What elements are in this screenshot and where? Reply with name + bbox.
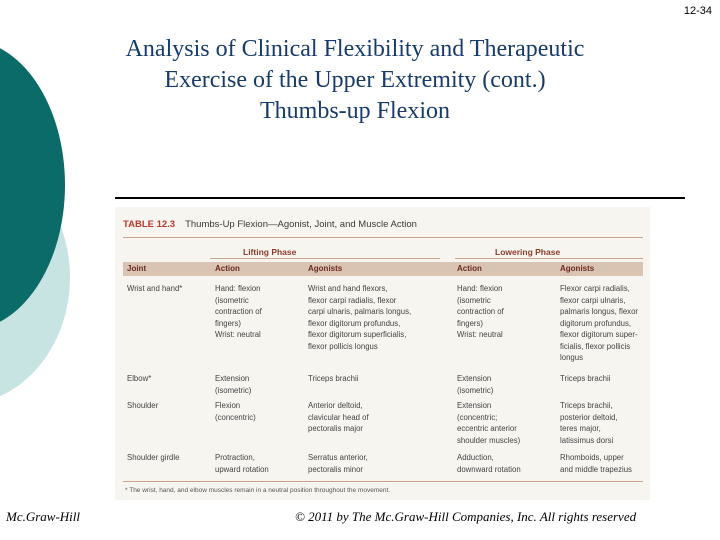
title-line-1: Analysis of Clinical Flexibility and Therapeutic [125,36,585,62]
table-footnote: * The wrist, hand, and elbow muscles remain in a neutral position throughout the movement. [125,487,391,494]
caption-rule [123,237,643,238]
header-joint: Joint [127,264,147,273]
row4-lift-action: Protraction, upward rotation [215,453,269,474]
slide-number: 12-34 [683,5,712,17]
table-bottom-rule [123,481,643,482]
header-lift-agonists: Agonists [308,264,343,273]
lifting-phase-label: Lifting Phase [243,247,297,257]
row4-joint: Shoulder girdle [127,453,180,462]
header-lower-action: Action [457,264,482,273]
header-lower-agonists: Agonists [560,264,595,273]
table-number: TABLE 12.3 [123,219,176,230]
row3-joint: Shoulder [127,401,159,410]
row4-lower-action: Adduction, downward rotation [457,453,521,474]
row1-lower-action: Hand: flexion (isometric contraction of fingers) Wrist: neutral [457,284,504,339]
row1-lower-agonists: Flexor carpi radialis, flexor carpi ulnaris, palmaris longus, flexor digitorum profundus, flexor digitorum super- ficialis, flexor pollicis longus [560,284,639,362]
slide-title [70,34,640,127]
lowering-phase-rule [455,258,643,259]
row2-lift-action: Extension (isometric) [215,374,252,395]
row3-lower-action: Extension (concentric; eccentric anterior shoulder muscles) [457,401,521,445]
copyright-footer: © 2011 by The Mc.Graw-Hill Companies, Inc. All rights reserved [295,509,637,524]
row3-lift-action: Flexion (concentric) [215,401,256,422]
row4-lower-agonists: Rhomboids, upper and middle trapezius [560,453,632,474]
lifting-phase-rule [210,258,440,259]
table-caption-text: Thumbs-Up Flexion—Agonist, Joint, and Muscle Action [185,219,417,230]
title-line-3: Thumbs-up Flexion [260,98,450,124]
title-line-2: Exercise of the Upper Extremity (cont.) [164,67,546,93]
row2-lower-agonists: Triceps brachii [560,374,611,383]
table-caption [123,219,643,235]
row2-joint: Elbow* [127,374,152,383]
row2-lift-agonists: Triceps brachii [308,374,359,383]
row2-lower-action: Extension (isometric) [457,374,494,395]
row1-joint: Wrist and hand* [127,284,183,293]
row3-lift-agonists: Anterior deltoid, clavicular head of pectoralis major [308,401,369,433]
lowering-phase-label: Lowering Phase [495,247,561,257]
row1-lift-action: Hand: flexion (isometric contraction of fingers) Wrist: neutral [215,284,262,339]
header-lift-action: Action [215,264,240,273]
row1-lift-agonists: Wrist and hand flexors, flexor carpi radialis, flexor carpi ulnaris, palmaris longus, flexor digitorum profundus, flexor digitorum superficialis, flexor pollicis longus [308,284,412,351]
row3-lower-agonists: Triceps brachii, posterior deltoid, teres major, latissimus dorsi [560,401,618,445]
publisher-footer: Mc.Graw-Hill [6,509,81,524]
title-divider [115,197,685,199]
row4-lift-agonists: Serratus anterior, pectoralis minor [308,453,368,474]
table-figure [115,207,650,500]
